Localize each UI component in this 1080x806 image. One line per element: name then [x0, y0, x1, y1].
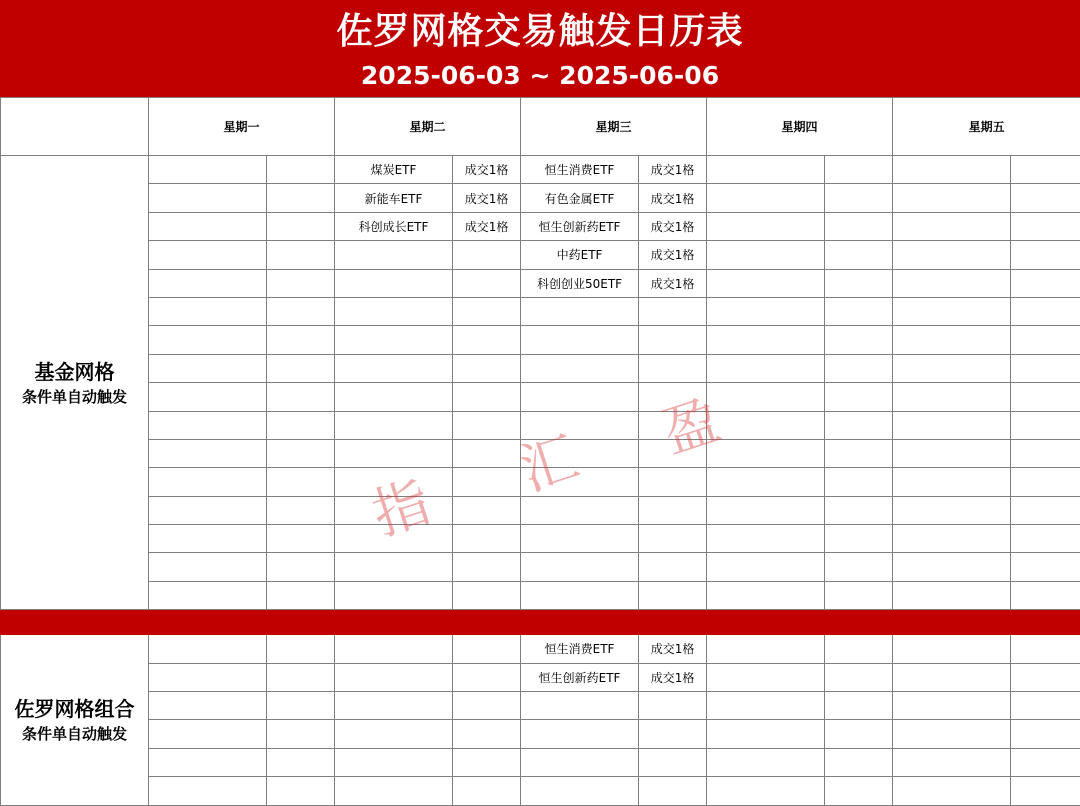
action-cell	[825, 692, 893, 720]
fund-cell	[707, 383, 825, 411]
fund-cell	[335, 326, 453, 354]
fund-cell	[893, 468, 1011, 496]
action-cell	[1011, 297, 1080, 325]
fund-cell	[893, 496, 1011, 524]
action-cell	[825, 269, 893, 297]
action-cell	[639, 496, 707, 524]
table-row	[1, 297, 1080, 325]
table-row	[1, 156, 1080, 184]
action-cell	[1011, 184, 1080, 212]
action-cell	[639, 692, 707, 720]
action-cell	[825, 439, 893, 467]
fund-cell	[335, 383, 453, 411]
action-cell	[453, 241, 521, 269]
watermark-char-3: 盈	[651, 376, 729, 469]
action-cell	[267, 156, 335, 184]
fund-cell: 恒生创新药ETF	[521, 663, 639, 691]
section-separator	[1, 610, 1080, 635]
table-row	[1, 692, 1080, 720]
fund-cell	[149, 269, 267, 297]
fund-cell	[893, 241, 1011, 269]
action-cell	[267, 720, 335, 748]
action-cell	[453, 411, 521, 439]
action-cell	[1011, 212, 1080, 240]
day-header: 星期五	[893, 98, 1080, 156]
section-subtitle: 条件单自动触发	[1, 386, 148, 408]
fund-cell	[893, 525, 1011, 553]
action-cell	[825, 184, 893, 212]
action-cell	[267, 269, 335, 297]
table-row	[1, 663, 1080, 691]
fund-cell	[149, 553, 267, 581]
action-cell	[825, 663, 893, 691]
watermark-char-1: 指	[361, 458, 439, 551]
action-cell	[267, 581, 335, 609]
action-cell	[825, 496, 893, 524]
watermark-char-2: 汇	[509, 413, 587, 506]
fund-cell	[707, 439, 825, 467]
action-cell	[1011, 635, 1080, 663]
action-cell	[267, 212, 335, 240]
fund-cell	[893, 212, 1011, 240]
action-cell	[825, 525, 893, 553]
fund-cell	[149, 241, 267, 269]
action-cell	[1011, 553, 1080, 581]
fund-cell	[335, 581, 453, 609]
fund-cell	[707, 156, 825, 184]
action-cell	[453, 553, 521, 581]
action-cell	[267, 692, 335, 720]
fund-cell	[893, 326, 1011, 354]
action-cell	[453, 326, 521, 354]
fund-cell	[149, 439, 267, 467]
action-cell	[267, 525, 335, 553]
table-row	[1, 553, 1080, 581]
table-row	[1, 525, 1080, 553]
fund-cell: 中药ETF	[521, 241, 639, 269]
section-name: 基金网格	[1, 358, 148, 386]
fund-cell	[707, 581, 825, 609]
action-cell	[825, 326, 893, 354]
action-cell: 成交1格	[639, 156, 707, 184]
action-cell: 成交1格	[639, 269, 707, 297]
action-cell	[267, 468, 335, 496]
action-cell	[639, 720, 707, 748]
action-cell	[267, 411, 335, 439]
action-cell	[825, 635, 893, 663]
action-cell: 成交1格	[453, 184, 521, 212]
fund-cell	[149, 663, 267, 691]
fund-cell	[707, 326, 825, 354]
action-cell	[1011, 326, 1080, 354]
action-cell	[267, 184, 335, 212]
fund-cell	[707, 212, 825, 240]
fund-cell	[335, 720, 453, 748]
action-cell	[825, 720, 893, 748]
action-cell	[1011, 156, 1080, 184]
table-row	[1, 269, 1080, 297]
action-cell	[639, 468, 707, 496]
action-cell	[1011, 241, 1080, 269]
action-cell	[267, 748, 335, 776]
fund-cell	[149, 692, 267, 720]
fund-cell: 煤炭ETF	[335, 156, 453, 184]
fund-cell	[149, 326, 267, 354]
action-cell	[1011, 411, 1080, 439]
fund-cell	[893, 692, 1011, 720]
action-cell	[825, 354, 893, 382]
table-row	[1, 184, 1080, 212]
action-cell	[453, 383, 521, 411]
fund-cell	[707, 635, 825, 663]
fund-cell	[149, 212, 267, 240]
action-cell	[825, 212, 893, 240]
fund-cell	[893, 411, 1011, 439]
fund-cell	[893, 635, 1011, 663]
fund-cell	[335, 525, 453, 553]
fund-cell	[893, 354, 1011, 382]
action-cell	[267, 635, 335, 663]
fund-cell	[149, 156, 267, 184]
action-cell	[453, 297, 521, 325]
action-cell	[1011, 496, 1080, 524]
fund-cell	[521, 553, 639, 581]
table-row	[1, 326, 1080, 354]
fund-cell	[149, 748, 267, 776]
fund-cell	[707, 297, 825, 325]
action-cell: 成交1格	[453, 156, 521, 184]
action-cell	[639, 525, 707, 553]
action-cell	[639, 326, 707, 354]
fund-cell: 恒生消费ETF	[521, 635, 639, 663]
action-cell	[267, 553, 335, 581]
action-cell	[1011, 581, 1080, 609]
action-cell	[453, 468, 521, 496]
fund-cell	[149, 354, 267, 382]
fund-cell: 恒生创新药ETF	[521, 212, 639, 240]
fund-cell	[521, 496, 639, 524]
fund-cell	[707, 241, 825, 269]
date-range: 2025-06-03 ~ 2025-06-06	[0, 60, 1080, 92]
fund-cell	[335, 692, 453, 720]
action-cell	[825, 553, 893, 581]
fund-cell	[335, 468, 453, 496]
calendar-table	[0, 97, 1080, 806]
action-cell	[267, 663, 335, 691]
action-cell	[639, 581, 707, 609]
fund-cell	[521, 354, 639, 382]
fund-cell	[707, 553, 825, 581]
fund-cell	[521, 777, 639, 805]
action-cell	[1011, 720, 1080, 748]
fund-cell	[707, 525, 825, 553]
fund-cell	[521, 439, 639, 467]
table-row	[1, 777, 1080, 805]
day-header: 星期二	[335, 98, 521, 156]
action-cell	[1011, 439, 1080, 467]
fund-cell	[707, 269, 825, 297]
fund-cell	[707, 354, 825, 382]
action-cell	[267, 777, 335, 805]
table-row	[1, 439, 1080, 467]
action-cell	[453, 525, 521, 553]
action-cell	[825, 468, 893, 496]
fund-cell	[335, 748, 453, 776]
action-cell	[1011, 525, 1080, 553]
day-header: 星期一	[149, 98, 335, 156]
section-label	[1, 635, 149, 805]
fund-cell	[521, 748, 639, 776]
fund-cell	[149, 468, 267, 496]
action-cell: 成交1格	[639, 184, 707, 212]
fund-cell	[521, 525, 639, 553]
fund-cell	[521, 720, 639, 748]
action-cell	[267, 241, 335, 269]
action-cell: 成交1格	[453, 212, 521, 240]
action-cell	[1011, 692, 1080, 720]
fund-cell	[893, 297, 1011, 325]
action-cell	[1011, 777, 1080, 805]
fund-cell: 科创创业50ETF	[521, 269, 639, 297]
table-row	[1, 720, 1080, 748]
fund-cell	[521, 411, 639, 439]
fund-cell: 新能车ETF	[335, 184, 453, 212]
fund-cell	[707, 184, 825, 212]
table-row	[1, 496, 1080, 524]
table-row	[1, 383, 1080, 411]
fund-cell	[149, 635, 267, 663]
fund-cell	[149, 297, 267, 325]
fund-cell	[521, 297, 639, 325]
action-cell	[639, 383, 707, 411]
action-cell	[267, 496, 335, 524]
fund-cell	[149, 496, 267, 524]
table-row	[1, 212, 1080, 240]
fund-cell	[149, 411, 267, 439]
fund-cell	[335, 439, 453, 467]
action-cell	[453, 269, 521, 297]
fund-cell	[893, 553, 1011, 581]
action-cell	[453, 692, 521, 720]
page-title: 佐罗网格交易触发日历表	[0, 8, 1080, 56]
action-cell	[825, 748, 893, 776]
fund-cell: 科创成长ETF	[335, 212, 453, 240]
action-cell	[639, 748, 707, 776]
action-cell	[1011, 269, 1080, 297]
day-header: 星期四	[707, 98, 893, 156]
fund-cell	[521, 468, 639, 496]
fund-cell	[335, 411, 453, 439]
fund-cell	[893, 439, 1011, 467]
fund-cell	[335, 241, 453, 269]
action-cell: 成交1格	[639, 212, 707, 240]
fund-cell	[149, 525, 267, 553]
fund-cell	[707, 411, 825, 439]
action-cell	[825, 581, 893, 609]
fund-cell: 有色金属ETF	[521, 184, 639, 212]
fund-cell	[893, 748, 1011, 776]
section-label	[1, 156, 149, 610]
action-cell	[267, 354, 335, 382]
fund-cell	[521, 383, 639, 411]
fund-cell	[707, 692, 825, 720]
table-row	[1, 581, 1080, 609]
fund-cell	[521, 326, 639, 354]
action-cell	[639, 439, 707, 467]
action-cell	[1011, 468, 1080, 496]
fund-cell	[149, 184, 267, 212]
action-cell	[1011, 748, 1080, 776]
action-cell	[453, 581, 521, 609]
table-row	[1, 241, 1080, 269]
fund-cell	[893, 581, 1011, 609]
fund-cell	[707, 663, 825, 691]
action-cell	[825, 383, 893, 411]
fund-cell	[335, 663, 453, 691]
action-cell	[453, 439, 521, 467]
table-row	[1, 354, 1080, 382]
action-cell	[453, 635, 521, 663]
fund-cell	[521, 692, 639, 720]
action-cell	[453, 748, 521, 776]
fund-cell	[893, 720, 1011, 748]
fund-cell	[335, 354, 453, 382]
fund-cell	[149, 581, 267, 609]
action-cell	[453, 720, 521, 748]
fund-cell	[149, 777, 267, 805]
fund-cell	[707, 468, 825, 496]
action-cell	[267, 383, 335, 411]
action-cell: 成交1格	[639, 241, 707, 269]
fund-cell: 恒生消费ETF	[521, 156, 639, 184]
action-cell	[1011, 354, 1080, 382]
fund-cell	[707, 496, 825, 524]
fund-cell	[893, 383, 1011, 411]
fund-cell	[893, 663, 1011, 691]
action-cell	[453, 663, 521, 691]
action-cell	[453, 354, 521, 382]
action-cell	[825, 241, 893, 269]
action-cell	[453, 496, 521, 524]
action-cell	[639, 354, 707, 382]
fund-cell	[335, 553, 453, 581]
action-cell	[267, 297, 335, 325]
fund-cell	[707, 777, 825, 805]
action-cell	[825, 411, 893, 439]
action-cell	[639, 411, 707, 439]
action-cell	[267, 326, 335, 354]
fund-cell	[335, 496, 453, 524]
fund-cell	[149, 720, 267, 748]
fund-cell	[893, 156, 1011, 184]
action-cell: 成交1格	[639, 663, 707, 691]
table-row	[1, 748, 1080, 776]
section-subtitle: 条件单自动触发	[1, 723, 148, 745]
section-name: 佐罗网格组合	[1, 695, 148, 723]
fund-cell	[521, 581, 639, 609]
action-cell	[639, 777, 707, 805]
day-header: 星期三	[521, 98, 707, 156]
fund-cell	[149, 383, 267, 411]
action-cell	[825, 156, 893, 184]
table-row	[1, 635, 1080, 663]
action-cell	[639, 553, 707, 581]
fund-cell	[893, 777, 1011, 805]
fund-cell	[335, 777, 453, 805]
action-cell	[1011, 663, 1080, 691]
fund-cell	[707, 720, 825, 748]
fund-cell	[893, 269, 1011, 297]
corner-cell	[1, 98, 149, 156]
action-cell: 成交1格	[639, 635, 707, 663]
action-cell	[453, 777, 521, 805]
fund-cell	[335, 635, 453, 663]
fund-cell	[335, 297, 453, 325]
action-cell	[639, 297, 707, 325]
action-cell	[825, 297, 893, 325]
fund-cell	[707, 748, 825, 776]
action-cell	[825, 777, 893, 805]
title-banner	[0, 0, 1080, 97]
fund-cell	[335, 269, 453, 297]
table-row	[1, 468, 1080, 496]
action-cell	[1011, 383, 1080, 411]
table-row	[1, 411, 1080, 439]
action-cell	[267, 439, 335, 467]
fund-cell	[893, 184, 1011, 212]
